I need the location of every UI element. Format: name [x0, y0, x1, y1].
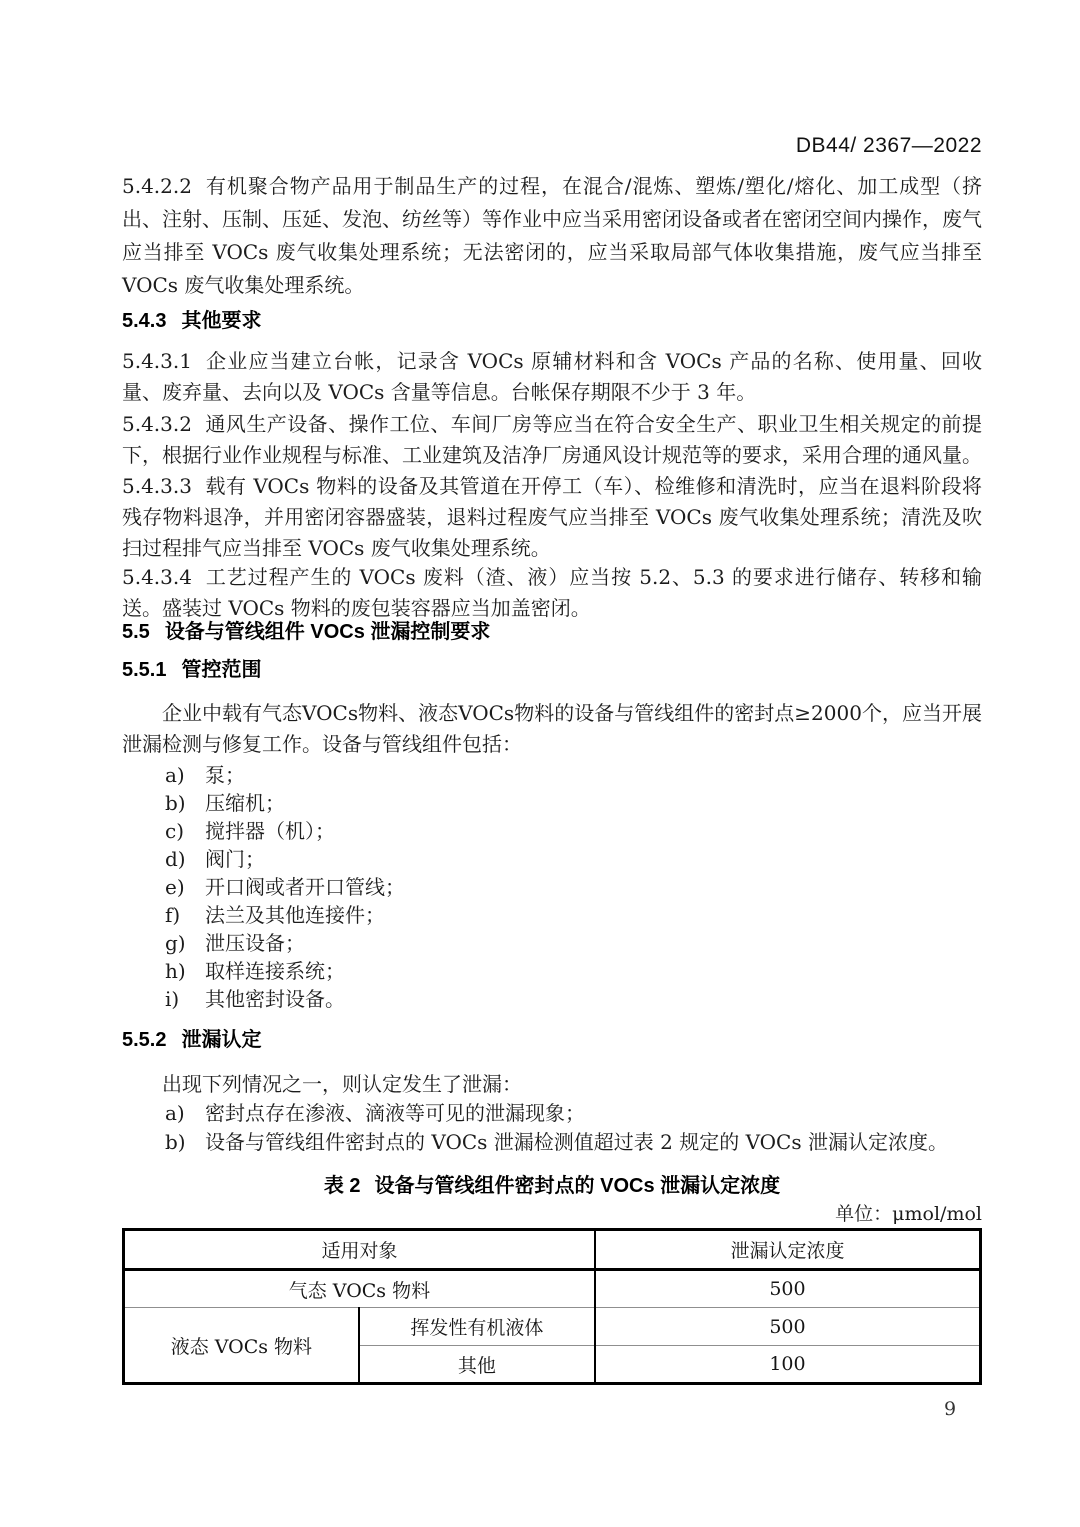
list-item: [122, 817, 982, 845]
list-item-letter: e): [165, 875, 185, 899]
clause-text: 载有 VOCs 物料的设备及其管道在开停工（车）、检维修和清洗时，应当在退料阶段将残存物料退净，并用密闭容器盛装，退料过程废气应当排至 VOCs 废气收集处理系统；清洗及吹扫过程排气应当排至 VOCs 废气收集处理系统。: [122, 474, 982, 560]
list-item-text: 压缩机；: [205, 791, 285, 815]
heading-title: 其他要求: [181, 310, 262, 332]
list-item: [122, 845, 982, 873]
list-item-letter: h): [165, 959, 186, 983]
heading-title: 泄漏认定: [181, 1029, 262, 1051]
clause-5-4-3-1: [122, 346, 982, 408]
list-item-text: 设备与管线组件密封点的 VOCs 泄漏检测值超过表 2 规定的 VOCs 泄漏认定浓度。: [205, 1130, 948, 1154]
table-2: [122, 1228, 982, 1385]
list-item-text: 法兰及其他连接件；: [205, 903, 385, 927]
table-number: 表 2: [323, 1175, 361, 1197]
list-item: [122, 901, 982, 929]
list-item: [122, 929, 982, 957]
heading-5-5-2: [122, 1028, 982, 1052]
list-item-letter: f): [165, 903, 181, 927]
clause-text: 企业应当建立台帐，记录含 VOCs 原辅材料和含 VOCs 产品的名称、使用量、回收量、废弃量、去向以及 VOCs 含量等信息。台帐保存期限不少于 3 年。: [122, 349, 982, 404]
heading-5-4-3: [122, 309, 982, 333]
document-number: DB44/ 2367—2022: [795, 134, 982, 157]
list-item-text: 泵；: [205, 763, 245, 787]
page-number: 9: [944, 1398, 957, 1420]
table-header-row: [124, 1230, 981, 1270]
cell-value: 500: [595, 1308, 981, 1346]
heading-5-5-1: [122, 658, 982, 682]
list-item-letter: d): [165, 847, 186, 871]
table-row-gas: [124, 1270, 981, 1308]
list-item-text: 其他密封设备。: [205, 987, 345, 1011]
heading-number: 5.4.3: [122, 310, 167, 332]
table-header-value: 泄漏认定浓度: [595, 1230, 981, 1270]
clause-number: 5.4.3.2: [122, 412, 192, 436]
table-title-text: 设备与管线组件密封点的 VOCs 泄漏认定浓度: [374, 1175, 781, 1197]
table-unit-label: 单位：μmol/mol: [835, 1203, 982, 1225]
table-row-liquid-volatile: [124, 1308, 981, 1346]
clause-number: 5.4.3.4: [122, 565, 192, 589]
clause-5-5-2-intro: 出现下列情况之一，则认定发生了泄漏：: [162, 1072, 522, 1096]
cell-object: 气态 VOCs 物料: [124, 1270, 595, 1308]
clause-text: 通风生产设备、操作工位、车间厂房等应当在符合安全生产、职业卫生相关规定的前提下，根据行业作业规程与标准、工业建筑及洁净厂房通风设计规范等的要求，采用合理的通风量。: [122, 412, 982, 467]
list-item: [122, 1099, 982, 1128]
list-item-letter: c): [165, 819, 185, 843]
list-item-letter: g): [165, 931, 186, 955]
table-2-title: [122, 1169, 982, 1198]
list-item: [122, 789, 982, 817]
list-item-letter: b): [165, 791, 186, 815]
list-item: [122, 873, 982, 901]
clause-number: 5.4.2.2: [122, 174, 192, 198]
list-item-text: 搅拌器（机）；: [205, 819, 335, 843]
list-item-letter: a): [165, 763, 185, 787]
cell-object-sub: 其他: [359, 1346, 595, 1384]
heading-title: 管控范围: [181, 659, 262, 681]
clause-5-4-2-2: [122, 170, 982, 302]
list-item: [122, 985, 982, 1013]
list-item-letter: a): [165, 1101, 185, 1125]
list-item: [122, 761, 982, 789]
heading-number: 5.5.1: [122, 659, 167, 681]
leak-criteria-list: [122, 1099, 982, 1157]
cell-value: 100: [595, 1346, 981, 1384]
list-item-text: 密封点存在渗液、滴液等可见的泄漏现象；: [205, 1101, 585, 1125]
clause-text: 工艺过程产生的 VOCs 废料（渣、液）应当按 5.2、5.3 的要求进行储存、转移和输送。盛装过 VOCs 物料的废包装容器应当加盖密闭。: [122, 565, 982, 620]
list-item-text: 开口阀或者开口管线；: [205, 875, 405, 899]
heading-number: 5.5: [122, 621, 150, 643]
heading-5-5: [122, 620, 982, 644]
clause-text: 有机聚合物产品用于制品生产的过程，在混合/混炼、塑炼/塑化/熔化、加工成型（挤出、注射、压制、压延、发泡、纺丝等）等作业中应当采用密闭设备或者在密闭空间内操作，废气应当排至 VOCs 废气收集处理系统；无法密闭的，应当采取局部气体收集措施，废气应当排至 VOCs 废气收集处理系统。: [122, 174, 982, 297]
table-header-object: 适用对象: [124, 1230, 595, 1270]
page-content: [122, 0, 982, 1527]
list-item-text: 阀门；: [205, 847, 265, 871]
component-list: [122, 761, 982, 1013]
list-item-letter: b): [165, 1130, 186, 1154]
clause-5-4-3-2: [122, 409, 982, 471]
clause-5-4-3-3: [122, 471, 982, 564]
clause-number: 5.4.3.1: [122, 349, 192, 373]
clause-number: 5.4.3.3: [122, 474, 192, 498]
heading-title: 设备与管线组件 VOCs 泄漏控制要求: [164, 621, 491, 643]
list-item: [122, 957, 982, 985]
heading-number: 5.5.2: [122, 1029, 167, 1051]
clause-5-5-1-text: 企业中载有气态VOCs物料、液态VOCs物料的设备与管线组件的密封点≥2000个，应当开展泄漏检测与修复工作。设备与管线组件包括：: [122, 701, 982, 756]
list-item: [122, 1128, 982, 1157]
list-item-text: 取样连接系统；: [205, 959, 345, 983]
cell-value: 500: [769, 1278, 806, 1300]
cell-object-sub: 挥发性有机液体: [359, 1308, 595, 1346]
clause-5-4-3-4: [122, 562, 982, 624]
list-item-text: 泄压设备；: [205, 931, 305, 955]
list-item-letter: i): [165, 987, 180, 1011]
cell-object-group: 液态 VOCs 物料: [124, 1308, 359, 1384]
